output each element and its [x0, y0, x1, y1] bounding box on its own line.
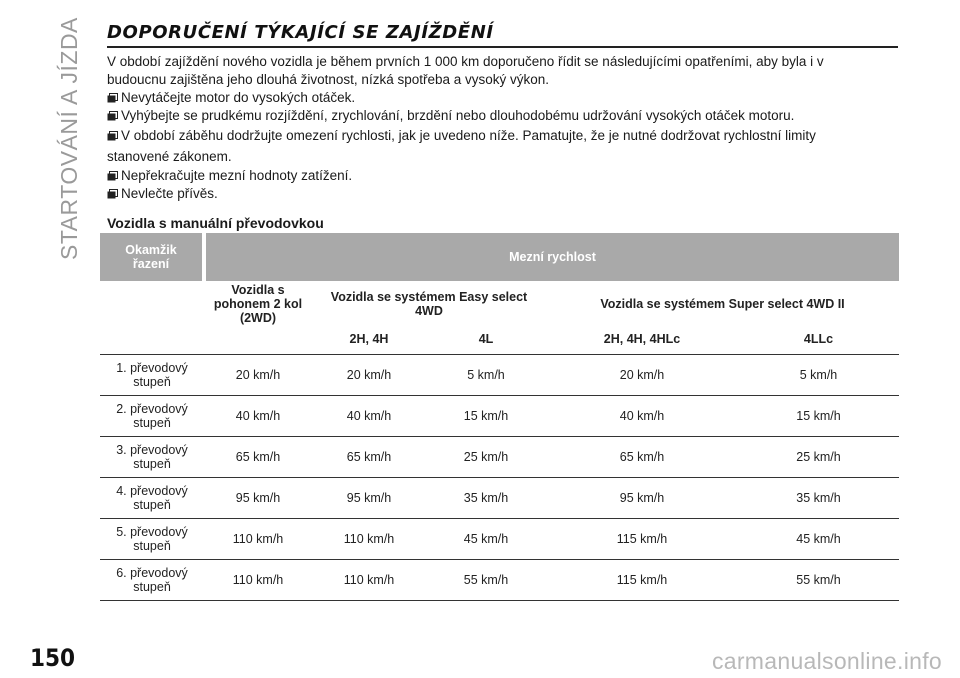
mode-header: 2H, 4H	[312, 327, 426, 355]
group-easy-line-2: 4WD	[415, 304, 443, 318]
speed-cell: 20 km/h	[546, 355, 738, 396]
speed-limit-header: Mezní rychlost	[204, 233, 899, 281]
speed-cell: 95 km/h	[546, 478, 738, 519]
gear-cell	[100, 478, 204, 519]
list-item	[107, 107, 897, 125]
mode-header: 4LLc	[738, 327, 899, 355]
speed-cell: 20 km/h	[312, 355, 426, 396]
gear-label-2: stupeň	[133, 457, 171, 471]
gear-label-2: stupeň	[133, 580, 171, 594]
list-item	[107, 125, 897, 167]
table-row	[100, 396, 899, 437]
speed-cell: 25 km/h	[738, 437, 899, 478]
group-easy-select-header	[312, 281, 546, 327]
gear-label: 1. převodový	[116, 361, 188, 375]
empty-cell	[100, 281, 204, 327]
intro-line-2: budoucnu zajištěna jeho dlouhá životnost, nízká spotřeba a vysoký výkon.	[107, 72, 550, 87]
gear-label-2: stupeň	[133, 539, 171, 553]
speed-cell: 45 km/h	[426, 519, 546, 560]
intro-paragraph	[107, 53, 897, 89]
speed-cell: 25 km/h	[426, 437, 546, 478]
gear-cell	[100, 437, 204, 478]
speed-cell: 65 km/h	[312, 437, 426, 478]
page-number: 150	[30, 644, 76, 672]
section-title: Vozidla s manuální převodovkou	[107, 215, 324, 231]
gear-column-header	[100, 233, 204, 281]
group-2wd-line-1: Vozidla s pohonem 2 kol	[213, 283, 303, 311]
table-row	[100, 560, 899, 601]
vehicle-type-row	[100, 281, 899, 327]
bullet-text: Nevlečte přívěs.	[121, 186, 218, 201]
table-row	[100, 437, 899, 478]
page-heading: DOPORUČENÍ TÝKAJÍCÍ SE ZAJÍŽDĚNÍ	[107, 22, 898, 48]
speed-cell: 5 km/h	[426, 355, 546, 396]
speed-cell: 110 km/h	[312, 560, 426, 601]
group-2wd-header	[204, 281, 312, 327]
gear-label: 3. převodový	[116, 443, 188, 457]
gear-label-2: stupeň	[133, 375, 171, 389]
speed-cell: 20 km/h	[204, 355, 312, 396]
speed-cell: 40 km/h	[312, 396, 426, 437]
speed-cell: 110 km/h	[312, 519, 426, 560]
page-content	[107, 22, 897, 231]
checkbox-icon	[107, 111, 118, 121]
list-item	[107, 185, 897, 203]
list-item	[107, 89, 897, 107]
speed-cell: 45 km/h	[738, 519, 899, 560]
speed-cell: 115 km/h	[546, 560, 738, 601]
gear-cell	[100, 519, 204, 560]
speed-cell: 55 km/h	[738, 560, 899, 601]
table-header-row	[100, 233, 899, 281]
group-super-select-header: Vozidla se systémem Super select 4WD II	[600, 297, 845, 311]
gear-cell	[100, 396, 204, 437]
table-row	[100, 519, 899, 560]
speed-cell: 115 km/h	[546, 519, 738, 560]
group-easy-line-1: Vozidla se systémem Easy select	[330, 290, 528, 304]
speed-limit-table	[100, 233, 899, 601]
bullet-text: Nevytáčejte motor do vysokých otáček.	[121, 90, 356, 105]
speed-cell: 40 km/h	[204, 396, 312, 437]
gear-label: 5. převodový	[116, 525, 188, 539]
speed-cell: 5 km/h	[738, 355, 899, 396]
drive-mode-row	[100, 327, 899, 355]
gear-label-2: stupeň	[133, 498, 171, 512]
gear-header-line-2: řazení	[132, 257, 170, 271]
bullet-text-continued: stanovené zákonem.	[107, 149, 232, 164]
speed-cell: 65 km/h	[204, 437, 312, 478]
intro-line-1: V období zajíždění nového vozidla je během prvních 1 000 km doporučeno řídit se následujícími opatřeními, aby byla i v	[107, 54, 824, 69]
speed-cell: 95 km/h	[312, 478, 426, 519]
list-item	[107, 167, 897, 185]
gear-label: 4. převodový	[116, 484, 188, 498]
group-2wd-line-2: (2WD)	[239, 311, 277, 325]
recommendation-list	[107, 89, 897, 203]
empty-cell	[100, 327, 204, 355]
bullet-text: Nepřekračujte mezní hodnoty zatížení.	[121, 168, 353, 183]
bullet-text: V období záběhu dodržujte omezení rychlosti, jak je uvedeno níže. Pamatujte, že je nutné dodržovat rychlostní limity	[121, 128, 816, 143]
gear-label: 2. převodový	[116, 402, 188, 416]
checkbox-icon	[107, 93, 118, 103]
speed-cell: 15 km/h	[738, 396, 899, 437]
empty-cell	[204, 327, 312, 355]
vertical-section-title: STARTOVÁNÍ A JÍZDA	[56, 17, 82, 260]
mode-header: 4L	[426, 327, 546, 355]
gear-cell	[100, 560, 204, 601]
speed-cell: 65 km/h	[546, 437, 738, 478]
table-row	[100, 355, 899, 396]
gear-header-line-1: Okamžik	[125, 243, 177, 257]
gear-label: 6. převodový	[116, 566, 188, 580]
speed-cell: 40 km/h	[546, 396, 738, 437]
speed-cell: 95 km/h	[204, 478, 312, 519]
speed-cell: 110 km/h	[204, 519, 312, 560]
mode-header: 2H, 4H, 4HLc	[546, 327, 738, 355]
speed-cell: 55 km/h	[426, 560, 546, 601]
speed-cell: 15 km/h	[426, 396, 546, 437]
gear-cell	[100, 355, 204, 396]
speed-cell: 35 km/h	[738, 478, 899, 519]
checkbox-icon	[107, 131, 118, 141]
speed-cell: 110 km/h	[204, 560, 312, 601]
table-row	[100, 478, 899, 519]
speed-cell: 35 km/h	[426, 478, 546, 519]
bullet-text: Vyhýbejte se prudkému rozjíždění, zrychlování, brzdění nebo dlouhodobému udržování vysokých otáček motoru.	[121, 108, 795, 123]
watermark: carmanualsonline.info	[711, 648, 942, 674]
gear-label-2: stupeň	[133, 416, 171, 430]
checkbox-icon	[107, 189, 118, 199]
checkbox-icon	[107, 171, 118, 181]
